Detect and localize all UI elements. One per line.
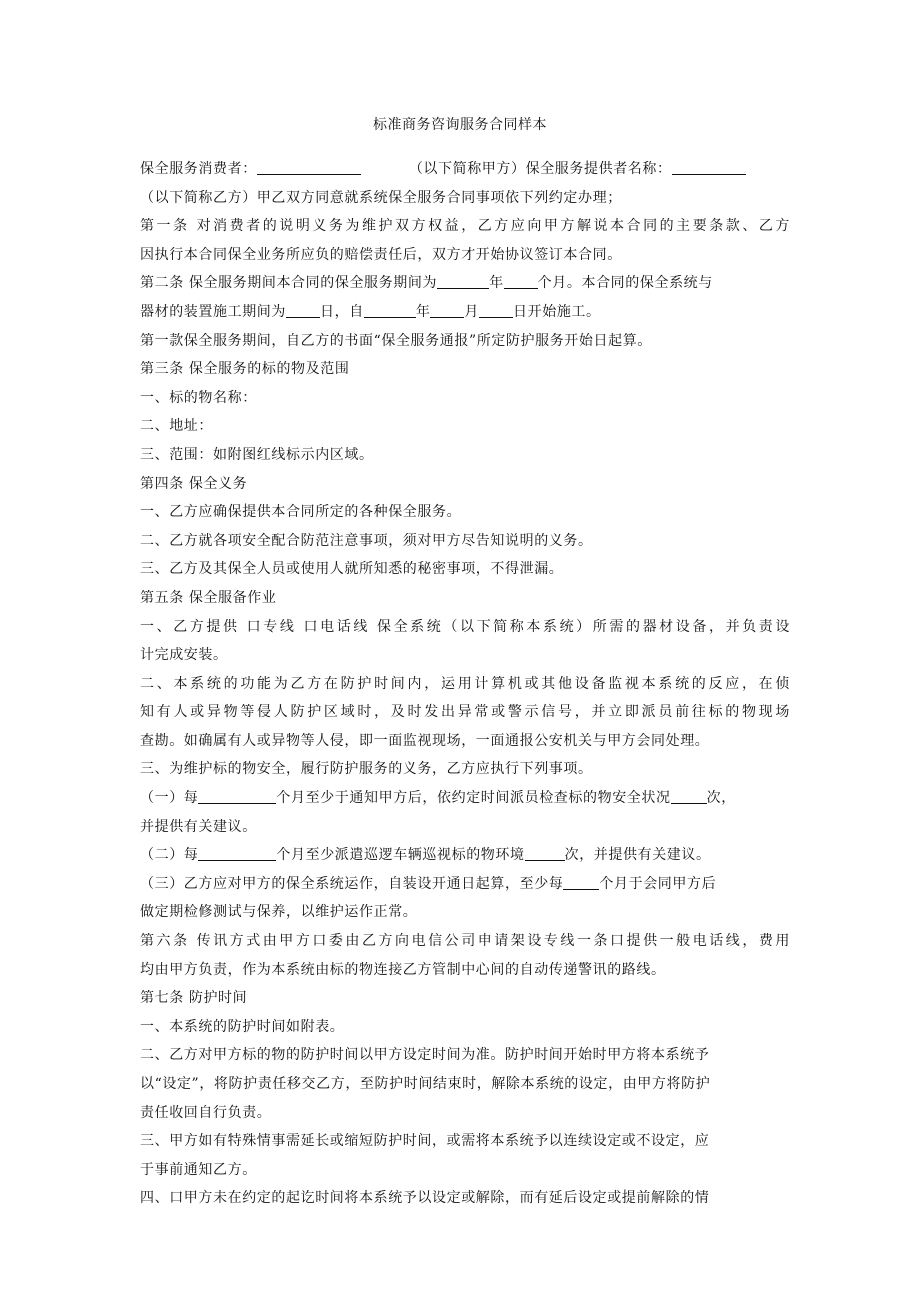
article-4-item-1: 一、乙方应确保提供本合同所定的各种保全服务。 <box>140 504 462 521</box>
article-5-sub-3-line-2: 做定期检修测试与保养，以维护运作正常。 <box>140 904 418 921</box>
article-5-item-3: 三、为维护标的物安全，履行防护服务的义务，乙方应执行下列事项。 <box>140 761 593 778</box>
article-5-sub-1-line-2: 并提供有关建议。 <box>140 818 257 835</box>
article-5-heading: 第五条 保全服备作业 <box>140 589 277 606</box>
article-4-heading: 第四条 保全义务 <box>140 475 248 492</box>
article-2-line-1 <box>140 269 790 298</box>
sub-1-text-b: 个月至少于通知甲方后，依约定时间派员检查标的物安全状况 <box>276 790 671 807</box>
article-2-text-b: 年 <box>489 275 504 292</box>
article-7-heading: 第七条 防护时间 <box>140 990 248 1007</box>
article-6-line-2: 均由甲方负责，作为本系统由标的物连接乙方管制中心间的自动传递警讯的路线。 <box>140 961 666 978</box>
article-3-item-1: 一、标的物名称： <box>140 389 257 406</box>
maintenance-months-blank <box>563 875 599 890</box>
sub-2-text-a: （二）每 <box>140 847 199 864</box>
article-4-item-2: 二、乙方就各项安全配合防范注意事项，须对甲方尽告知说明的义务。 <box>140 532 593 549</box>
article-1-line-2: 因执行本合同保全业务所应负的赔偿责任后，双方才开始协议签订本合同。 <box>140 246 622 263</box>
article-2-clause-1: 第一款保全服务期间，自乙方的书面“保全服务通报”所定防护服务开始日起算。 <box>140 332 652 349</box>
sub-2-text-c: 次，并提供有关建议。 <box>564 847 711 864</box>
consumer-provider-line <box>140 155 790 184</box>
article-2-text-c: 个月。本合同的保全系统与 <box>537 275 713 292</box>
article-2-text-e: 日，自 <box>320 303 364 320</box>
sub-2-text-b: 个月至少派遣巡逻车辆巡视标的物环境 <box>276 847 525 864</box>
install-days-blank <box>286 303 320 318</box>
article-3-item-2: 二、地址： <box>140 418 213 435</box>
period-months-blank <box>504 274 538 289</box>
article-5-sub-1-line-1 <box>140 784 790 813</box>
article-3-heading: 第三条 保全服务的标的物及范围 <box>140 361 350 378</box>
article-7-item-3-line-1: 三、甲方如有特殊情事需延长或缩短防护时间，或需将本系统予以连续设定或不设定，应 <box>140 1133 710 1150</box>
sub-3-text-b: 个月于会同甲方后 <box>599 875 717 892</box>
article-2-text-g: 月 <box>464 303 480 320</box>
article-5-item-2-line-1: 二、本系统的功能为乙方在防护时间内，运用计算机或其他设备监视本系统的反应，在侦 <box>140 675 790 692</box>
sub-3-text-a: （三）乙方应对甲方的保全系统运作，自装设开通日起算，至少每 <box>140 875 564 892</box>
article-7-item-3-line-2: 于事前通知乙方。 <box>140 1161 257 1178</box>
article-1-line-1: 第一条 对消费者的说明义务为维护双方权益，乙方应向甲方解说本合同的主要条款、乙方 <box>140 218 790 235</box>
article-2-text-f: 年 <box>415 303 431 320</box>
provider-blank <box>672 160 746 175</box>
article-7-item-1: 一、本系统的防护时间如附表。 <box>140 1018 345 1035</box>
provider-label: （以下简称甲方）保全服务提供者名称： <box>408 161 672 177</box>
consumer-blank <box>257 160 361 175</box>
article-5-item-1-line-1: 一、乙方提供 口专线 口电话线 保全系统（以下简称本系统）所需的器材设备，并负责设 <box>140 618 790 635</box>
inspection-months-blank <box>198 789 276 804</box>
article-6-line-1: 第六条 传讯方式由甲方口委由乙方向电信公司申请架设专线一条口提供一般电话线，费用 <box>140 933 790 950</box>
intro-line: （以下简称乙方）甲乙双方同意就系统保全服务合同事项依下列约定办理； <box>140 189 622 206</box>
article-2-text-h: 日开始施工。 <box>513 303 601 320</box>
sub-1-text-a: （一）每 <box>140 790 199 807</box>
article-4-item-3: 三、乙方及其保全人员或使用人就所知悉的秘密事项，不得泄漏。 <box>140 561 564 578</box>
article-7-item-2-line-1: 二、乙方对甲方标的物的防护时间以甲方设定时间为准。防护时间开始时甲方将本系统予 <box>140 1047 710 1064</box>
article-5-item-2-line-3: 查勘。如确属有人或异物等人侵，即一面监视现场，一面通报公安机关与甲方会同处理。 <box>140 732 710 749</box>
article-5-sub-3-line-1 <box>140 870 790 899</box>
article-5-sub-2 <box>140 841 790 870</box>
document-title: 标准商务咨询服务合同样本 <box>373 117 547 133</box>
start-month-blank <box>430 303 464 318</box>
article-3-item-3: 三、范围：如附图红线标示内区域。 <box>140 446 374 463</box>
patrol-times-blank <box>525 846 565 861</box>
start-year-blank <box>364 303 416 318</box>
article-2-text-d: 器材的装置施工期间为 <box>140 303 286 320</box>
article-5-item-2-line-2: 知有人或异物等侵人防护区域时，及时发出异常或警示信号，并立即派员前往标的物现场 <box>140 704 790 721</box>
article-2-text-a: 第二条 保全服务期间本合同的保全服务期间为 <box>140 275 438 292</box>
article-5-item-1-line-2: 计完成安装。 <box>140 647 228 664</box>
period-years-blank <box>437 274 489 289</box>
article-7-item-2-line-3: 责任收回自行负责。 <box>140 1104 272 1121</box>
inspection-times-blank <box>671 789 707 804</box>
article-7-item-4: 四、口甲方未在约定的起讫时间将本系统予以设定或解除，而有延后设定或提前解除的情 <box>140 1190 710 1207</box>
document-body <box>140 155 790 1213</box>
article-7-item-2-line-2: 以“设定”，将防护责任移交乙方，至防护时间结束时，解除本系统的设定，由甲方将防护 <box>140 1076 711 1092</box>
start-day-blank <box>479 303 513 318</box>
article-2-line-2 <box>140 298 790 327</box>
consumer-label: 保全服务消费者： <box>140 161 257 177</box>
patrol-months-blank <box>198 846 276 861</box>
sub-1-text-c: 次， <box>706 790 736 807</box>
